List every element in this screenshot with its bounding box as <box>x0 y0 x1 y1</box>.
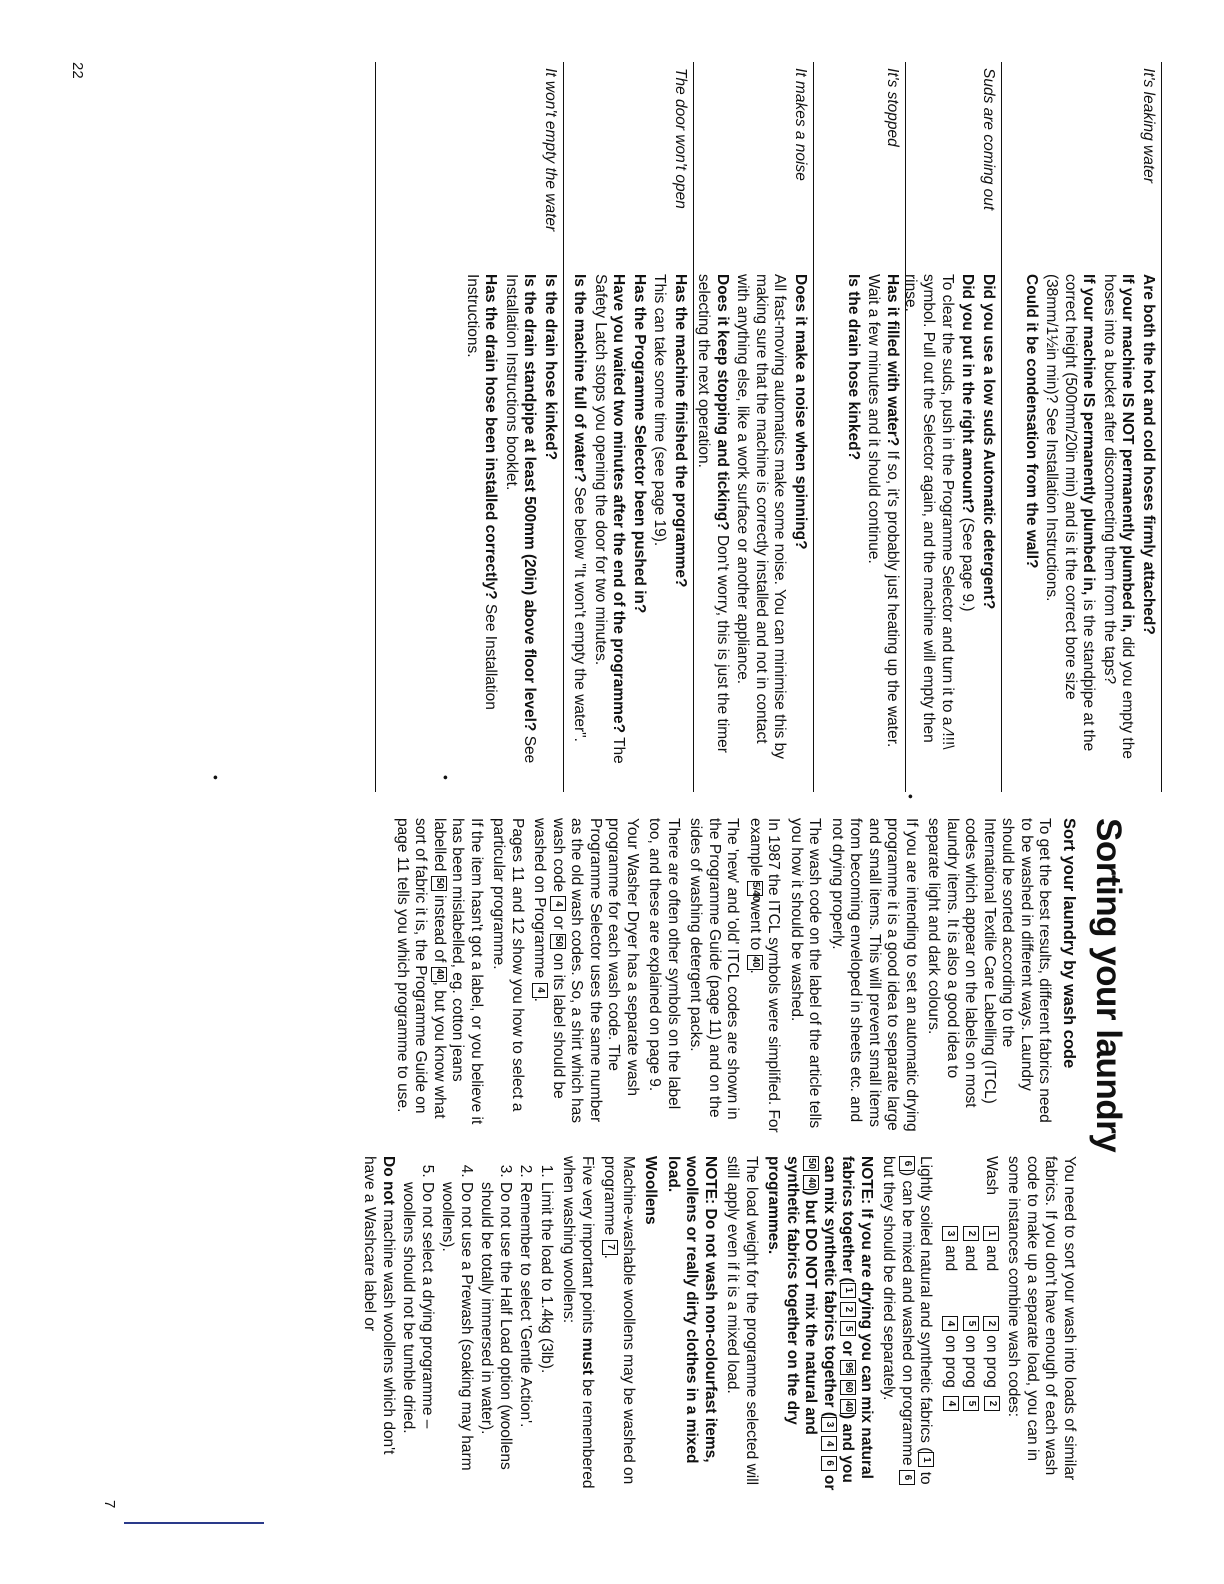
answer-paragraph <box>463 274 500 774</box>
answer-paragraph <box>591 274 628 774</box>
bullet-dot: • <box>208 775 224 780</box>
answer-paragraph <box>791 274 810 774</box>
subtitle: Sort your laundry by wash code <box>1060 818 1078 1069</box>
body-paragraph <box>645 818 682 1136</box>
wash-code-symbol: 5 <box>963 1316 979 1331</box>
bold-text: ) but DO NOT mix the natural and synthetic fabrics together on the dry programmes. <box>765 1156 820 1435</box>
wash-code-symbol: 1 <box>983 1226 999 1241</box>
wash-code-symbol: 5/40 <box>747 881 763 896</box>
page-title: Sorting your laundry <box>1089 818 1128 1153</box>
troubleshooting-table <box>0 62 1224 792</box>
text-run: Five very important points <box>579 1156 596 1338</box>
wash-code-pair <box>941 1226 960 1316</box>
bold-text: If your machine IS permanently plumbed in, <box>1080 274 1098 596</box>
intro-paragraph: You need to sort your wash into loads of similar fabrics. If you don't have enough of each wash code to make up a separate load, you can in some instances combine wash codes: <box>1005 1156 1078 1481</box>
wash-code-pair <box>961 1226 980 1316</box>
wash-code-symbol: 4 <box>942 1316 958 1331</box>
answer-paragraph <box>671 274 690 774</box>
answer-paragraph <box>864 274 901 774</box>
bold-text: NOTE: If you are drying you can mix natural fabrics together ( <box>839 1156 875 1479</box>
answer-paragraph <box>1139 274 1158 774</box>
text-run: is the standpipe at the correct height (500mm/20in min) and is it the correct bore size (38mm/1½in min)? See Installation Instructions. <box>1043 274 1098 752</box>
wash-code-symbol: 50 <box>803 1156 819 1171</box>
fault-label: It makes a noise <box>792 68 809 181</box>
answer-paragraph <box>979 274 998 774</box>
answer-paragraph <box>733 274 789 774</box>
wash-code-symbol: 40 <box>747 955 763 970</box>
answer-paragraph <box>1100 274 1137 774</box>
bold-text: Are both the hot and cold hoses firmly attached? <box>1140 274 1157 635</box>
table-end-rule <box>375 62 376 792</box>
text-run: Pages 11 and 12 show you how to select a particular programme. <box>490 818 526 1112</box>
text-run: Machine-washable woollens may be washed on programme <box>601 1156 637 1485</box>
fault-row <box>1001 62 1162 792</box>
body-paragraph <box>924 818 1054 1136</box>
programme-symbol: 5 <box>964 1396 980 1411</box>
text-run: instead of <box>431 890 448 967</box>
text-run: . <box>531 997 549 1002</box>
and-text: and <box>962 1241 980 1272</box>
wash-code-symbol: 2 <box>840 1302 856 1317</box>
answer-paragraph <box>958 274 977 774</box>
fault-label: It won't empty the water <box>542 68 559 232</box>
bold-text: Could it be condensation from the wall? <box>1023 274 1040 569</box>
bold-text: Woollens <box>642 1156 660 1225</box>
answer-paragraph <box>1042 274 1098 774</box>
answer-paragraph <box>844 274 863 774</box>
wash-code-symbol: 5 <box>840 1321 856 1336</box>
wash-label-spacer <box>961 1156 980 1226</box>
wash-label: Wash <box>983 1156 1000 1196</box>
body-paragraph <box>641 1156 660 1492</box>
list-item: 3. Do not use the Half Load option (woollens should be totally immersed in water). <box>477 1182 514 1492</box>
text-run: All fast-moving automatics make some noise. You can minimise this by making sure that the machine is correctly installed and not in contact with anything else, like a work surface or another appliance. <box>734 274 789 760</box>
bold-text: Did you use a low suds Automatic detergent? <box>980 274 997 610</box>
text-run: To get the best results, different fabrics need to be washed in different ways. Laundry should be sorted according to the International Textile Care Labelling (ITCL) codes which appear on the labels on most laundry items. It is also a good idea to separate light and dark colours. <box>925 818 1054 1123</box>
left-page-number: 22 <box>69 62 86 79</box>
list-item: 5. Do not select a drying programme – woollens should not be tumble dried. <box>399 1182 436 1492</box>
woollens-list <box>399 1156 555 1492</box>
bold-text: NOTE: Do not wash non-colourfast items, woollens or really dirty clothes in a mixed load. <box>665 1156 719 1464</box>
programme-symbol: 2 <box>984 1396 1000 1411</box>
bold-text: Have you waited two minutes after the end of the programme? <box>610 274 628 734</box>
bold-text: Has the Programme Selector been pushed in? <box>631 274 648 614</box>
programme-symbol: 4 <box>943 1396 959 1411</box>
text-run: The Safety Latch stops you opening the door for two minutes. <box>592 274 628 764</box>
wash-code-symbol: 1 <box>918 1452 934 1467</box>
wash-code-symbol: 50 <box>550 934 566 949</box>
text-run: The load weight for the programme selected will still apply even if it is a mixed load. <box>724 1156 760 1486</box>
fault-row <box>693 62 814 792</box>
bold-text: Is the drain hose kinked? <box>542 274 559 461</box>
text-run: The wash code on the label of the article tells you how it should be washed. <box>788 818 824 1129</box>
and-text: and <box>942 1241 959 1272</box>
text-run: . <box>747 969 764 974</box>
body-paragraph <box>879 1156 935 1492</box>
wash-code-symbol: 1 <box>840 1283 856 1298</box>
fault-answers <box>568 274 689 774</box>
bullet-dot: • <box>438 775 454 780</box>
bold-text: or <box>839 1336 857 1361</box>
wash-code-pair-b <box>941 1316 960 1396</box>
wash-code-symbol: 3 <box>942 1226 958 1241</box>
wash-code-symbol: 4 <box>532 983 548 998</box>
column-2 <box>356 1156 1078 1492</box>
wash-code-symbol: 4 <box>550 896 566 911</box>
column-1-body <box>393 818 1054 1136</box>
wash-code-symbol: 40 <box>803 1175 819 1190</box>
fault-row <box>902 62 1002 792</box>
bold-text: Is the machine full of water? <box>571 274 589 483</box>
bold-text: ) and you can mix synthetic fabrics together ( <box>821 1156 857 1483</box>
fault-answers <box>692 274 809 774</box>
bold-text: Does it keep stopping and ticking? <box>714 274 731 531</box>
body-paragraph <box>723 1156 760 1492</box>
text-run: machine wash woollens which don't have a Washcare label or <box>361 1156 397 1455</box>
wash-code-symbol: 40 <box>840 1399 856 1414</box>
body-paragraph <box>828 818 921 1136</box>
bold-text: Did you put in the right amount? <box>959 274 977 514</box>
text-run: but they should be dried separately. <box>880 1156 898 1401</box>
body-paragraph <box>664 1156 720 1492</box>
answer-paragraph <box>1022 274 1041 774</box>
body-paragraph <box>489 818 526 1136</box>
wash-code-symbol: 7 <box>602 1240 618 1255</box>
fault-answers <box>842 274 902 774</box>
text-run: The 'new' and 'old' ITCL codes are shown in the Programme Guide (page 11) and on the sides of washing detergent packs. <box>687 818 742 1120</box>
fault-answers <box>1020 274 1158 774</box>
list-item: 1. Limit the load to 1.4kg (3lb). <box>537 1182 556 1492</box>
text-run: In 1987 the ITCL symbols were simplified. For example <box>747 818 783 1133</box>
wash-code-symbol: 95 <box>840 1360 856 1375</box>
text-run: Your Washer Dryer has a separate wash programme for each wash code. The Programme Selector uses the same number as the old wash codes. So, a shirt which has wash code <box>550 818 641 1123</box>
on-prog-text: on prog <box>942 1331 959 1388</box>
wash-code-symbol: 6 <box>899 1470 915 1485</box>
answer-paragraph <box>901 274 957 774</box>
text-run: If the item hasn't got a label, or you believe it has been mislabelled, eg. cotton jeans labelled <box>431 818 485 1125</box>
answer-paragraph <box>630 274 649 774</box>
list-item: 2. Remember to select 'Gentle Action'. <box>516 1182 535 1492</box>
text-run: To clear the suds, push in the Programme Selector and turn it to a ⁄!!!\ symbol. Pull out the Selector again, and the machine will empty then rinse. <box>902 274 956 750</box>
fault-row <box>813 62 906 792</box>
and-text: and <box>983 1241 1000 1272</box>
answer-paragraph <box>650 274 669 774</box>
text-run: Lightly soiled natural and synthetic fabrics ( <box>917 1156 935 1453</box>
body-paragraph <box>746 818 783 1136</box>
body-paragraph <box>559 1156 596 1492</box>
wash-code-symbol: 50 <box>431 876 447 891</box>
answer-paragraph <box>694 274 731 774</box>
combine-codes-table <box>941 1156 1001 1492</box>
on-prog-text: on prog <box>962 1331 980 1388</box>
wash-label-spacer <box>941 1156 960 1226</box>
bold-text: Do not <box>380 1156 397 1206</box>
text-run: ) can be mixed and washed on programme <box>899 1171 916 1470</box>
bold-text: If your machine IS NOT permanently plumbed in, <box>1119 274 1137 633</box>
bold-text: Has the machine finished the programme? <box>672 274 689 588</box>
closing-paragraph <box>360 1156 397 1492</box>
bold-text: Does it make a noise when spinning? <box>792 274 809 550</box>
wash-code-pair-b <box>961 1316 980 1396</box>
answer-paragraph <box>502 274 539 774</box>
text-run: There are often other symbols on the label too, and these are explained on page 9. <box>646 818 682 1110</box>
text-run: If you are intending to set an automatic drying programme it is a good idea to separate large and small items. This will prevent small items from becoming enveloped in sheets etc. and not drying properly. <box>829 818 920 1132</box>
answer-paragraph <box>570 274 589 774</box>
bold-text: Has it filled with water? <box>884 274 901 447</box>
wash-code-symbol: 60 <box>840 1380 856 1395</box>
column-1 <box>389 818 1079 1136</box>
wash-code-pair <box>982 1226 1001 1316</box>
text-run: Don't worry, this is just the timer selecting the next operation. <box>695 274 731 753</box>
right-page-number: 7 <box>101 1500 118 1509</box>
wash-code-symbol: 4 <box>821 1436 837 1451</box>
text-run: went to <box>747 895 764 955</box>
text-run: This can take some time (see page 19). <box>651 274 669 547</box>
bold-text: Has the drain hose been installed correctly? <box>482 274 500 600</box>
text-run: did you empty the hoses into a bucket after disconnecting them from the taps? <box>1101 274 1137 759</box>
body-paragraph <box>393 818 486 1136</box>
body-paragraph <box>530 818 641 1136</box>
wash-code-symbol: 6 <box>899 1156 915 1171</box>
bold-text: or <box>821 1470 838 1491</box>
text-run: on its label should be washed on Programme <box>531 818 567 1099</box>
answer-paragraph <box>541 274 560 774</box>
bold-text: Is the drain standpipe at least 500mm (20in) above floor level? <box>521 274 539 732</box>
text-run: , but you know what sort of fabric it is, the Programme Guide on page 11 tells you which programme to use. <box>394 818 448 1119</box>
wash-code-symbol: 2 <box>983 1316 999 1331</box>
bullet-dot: • <box>903 794 919 799</box>
fault-label: It's leaking water <box>1140 68 1157 183</box>
fault-label: The door won't open <box>672 68 689 209</box>
fault-answers <box>461 274 560 774</box>
text-run: See below "It won't empty the water". <box>571 482 589 742</box>
wash-code-symbol: 40 <box>431 967 447 982</box>
wash-code-symbol: 3 <box>821 1417 837 1432</box>
fault-row <box>393 62 564 792</box>
fault-label: It's stopped <box>884 68 901 147</box>
body-paragraph <box>787 818 824 1136</box>
column-2-body <box>559 1156 935 1492</box>
body-paragraph <box>600 1156 637 1492</box>
text-run: . <box>601 1254 619 1259</box>
wash-code-symbol: 2 <box>963 1226 979 1241</box>
wash-code-pair-b <box>982 1316 1001 1396</box>
footer-rule <box>124 1522 264 1524</box>
wash-code-symbol: 6 <box>821 1456 837 1471</box>
text-run: See Installation Instructions booklet. <box>503 274 539 764</box>
fault-label: Suds are coming out <box>980 68 997 211</box>
body-paragraph <box>686 818 742 1136</box>
text-run: If so, it's probably just heating up the water. Wait a few minutes and it should continue. <box>865 274 901 748</box>
fault-answers <box>899 274 998 774</box>
bold-text: must <box>579 1337 596 1375</box>
text-run: to <box>917 1467 935 1485</box>
bold-text: Is the drain hose kinked? <box>845 274 862 461</box>
fault-row <box>563 62 694 792</box>
text-run: be remembered when washing woollens: <box>560 1156 596 1489</box>
on-prog-text: on prog <box>983 1331 1000 1388</box>
text-run: (See page 9.) <box>959 513 977 612</box>
text-run: or <box>550 911 567 934</box>
text-run: See Installation Instructions. <box>464 274 500 710</box>
list-item: 4. Do not use a Prewash (soaking may harm woollens). <box>438 1182 475 1492</box>
body-paragraph <box>764 1156 875 1492</box>
